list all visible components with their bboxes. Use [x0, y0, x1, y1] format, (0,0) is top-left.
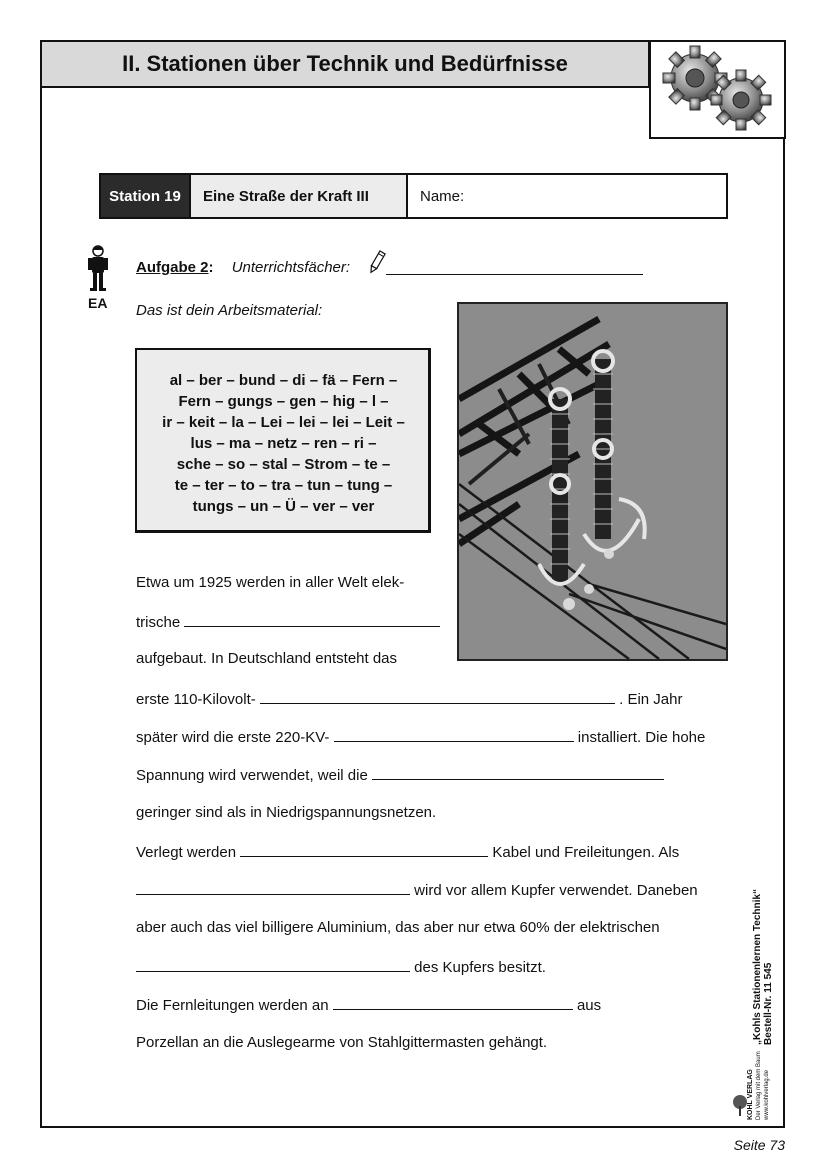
cloze-text: Verlegt werden — [136, 844, 237, 861]
cloze-text: Die Fernleitungen werden an — [136, 997, 329, 1014]
answer-blank[interactable] — [333, 995, 573, 1010]
cloze-text: Kabel und Freileitungen. Als — [492, 844, 680, 861]
syllable-line: sche – so – stal – Strom – te – — [176, 456, 391, 473]
work-mode-label: EA — [88, 295, 108, 311]
cloze-line: aufgebaut. In Deutschland entsteht das — [136, 650, 398, 667]
cloze-line — [136, 765, 664, 784]
cloze-line — [136, 880, 698, 899]
page-title — [40, 40, 650, 88]
syllable-line: tungs – un – Ü – ver – ver — [192, 498, 375, 515]
syllable-line: te – ter – to – tra – tun – tung – — [174, 477, 393, 494]
cloze-line: aber auch das viel billigere Aluminium, das aber nur etwa 60% der elektrischen — [136, 919, 660, 936]
syllable-line: ir – keit – la – Lei – lei – lei – Leit – — [162, 414, 405, 431]
cloze-line — [136, 957, 546, 976]
pylon-photo — [457, 302, 728, 661]
task-label: Aufgabe 2 — [136, 259, 209, 276]
page-title-text: II. Stationen über Technik und Bedürfnisse — [122, 51, 568, 76]
cloze-text: installiert. Die hohe — [577, 729, 706, 746]
answer-blank[interactable] — [372, 765, 664, 780]
station-title: Eine Straße der Kraft III — [191, 175, 408, 217]
publisher-name: KOHL VERLAG — [747, 1069, 754, 1120]
cloze-text: wird vor allem Kupfer verwendet. Daneben — [414, 882, 698, 899]
subjects-blank[interactable] — [386, 274, 643, 275]
name-field[interactable] — [408, 175, 726, 217]
answer-blank[interactable] — [260, 689, 615, 704]
station-header-table — [99, 173, 728, 219]
answer-blank[interactable] — [334, 727, 574, 742]
cloze-text: erste 110-Kilovolt- — [136, 691, 256, 708]
pencil-icon — [368, 249, 386, 275]
cloze-line: Porzellan an die Auslegearme von Stahlgittermasten gehängt. — [136, 1034, 548, 1051]
syllable-line: al – ber – bund – di – fä – Fern – — [169, 372, 398, 389]
cloze-line: Etwa um 1925 werden in aller Welt elek- — [136, 574, 405, 591]
person-icon — [86, 244, 110, 294]
cloze-line: geringer sind als in Niedrigspannungsnetzen. — [136, 804, 437, 821]
subjects-label: Unterrichtsfächer: — [231, 259, 351, 276]
cloze-line — [136, 612, 440, 631]
order-number: Bestell-Nr. 11 545 — [763, 962, 774, 1045]
cloze-line — [136, 842, 679, 861]
publisher-tagline: Der Verlag mit dem Baum — [756, 1051, 762, 1120]
station-number: Station 19 — [101, 175, 191, 217]
page-number: Seite 73 — [733, 1137, 785, 1153]
book-info — [752, 845, 782, 1045]
cloze-text: Spannung wird verwendet, weil die — [136, 767, 368, 784]
answer-blank[interactable] — [240, 842, 488, 857]
book-title: „Kohls Stationenlernen Technik“ — [752, 889, 763, 1045]
syllable-line: lus – ma – netz – ren – ri – — [190, 435, 377, 452]
answer-blank[interactable] — [184, 612, 440, 627]
cloze-text: später wird die erste 220-KV- — [136, 729, 330, 746]
cloze-text: trische — [136, 614, 181, 631]
tree-logo-icon — [731, 1094, 749, 1118]
syllable-line: Fern – gungs – gen – hig – l – — [178, 393, 389, 410]
task-line — [136, 259, 350, 276]
gears-icon — [651, 42, 784, 137]
gears-image — [649, 40, 786, 139]
cloze-text: . Ein Jahr — [619, 691, 683, 708]
syllable-box — [135, 348, 431, 533]
cloze-line — [136, 727, 705, 746]
publisher-url: www.kohlverlag.de — [764, 1069, 770, 1120]
answer-blank[interactable] — [136, 880, 410, 895]
cloze-text: aus — [576, 997, 602, 1014]
material-label: Das ist dein Arbeitsmaterial: — [136, 302, 323, 319]
cloze-line — [136, 995, 601, 1014]
answer-blank[interactable] — [136, 957, 410, 972]
name-label: Name: — [420, 187, 465, 205]
cloze-line — [136, 689, 683, 708]
cloze-text: des Kupfers besitzt. — [414, 959, 546, 976]
task-colon: : — [208, 259, 214, 276]
publisher-info — [747, 1050, 777, 1120]
